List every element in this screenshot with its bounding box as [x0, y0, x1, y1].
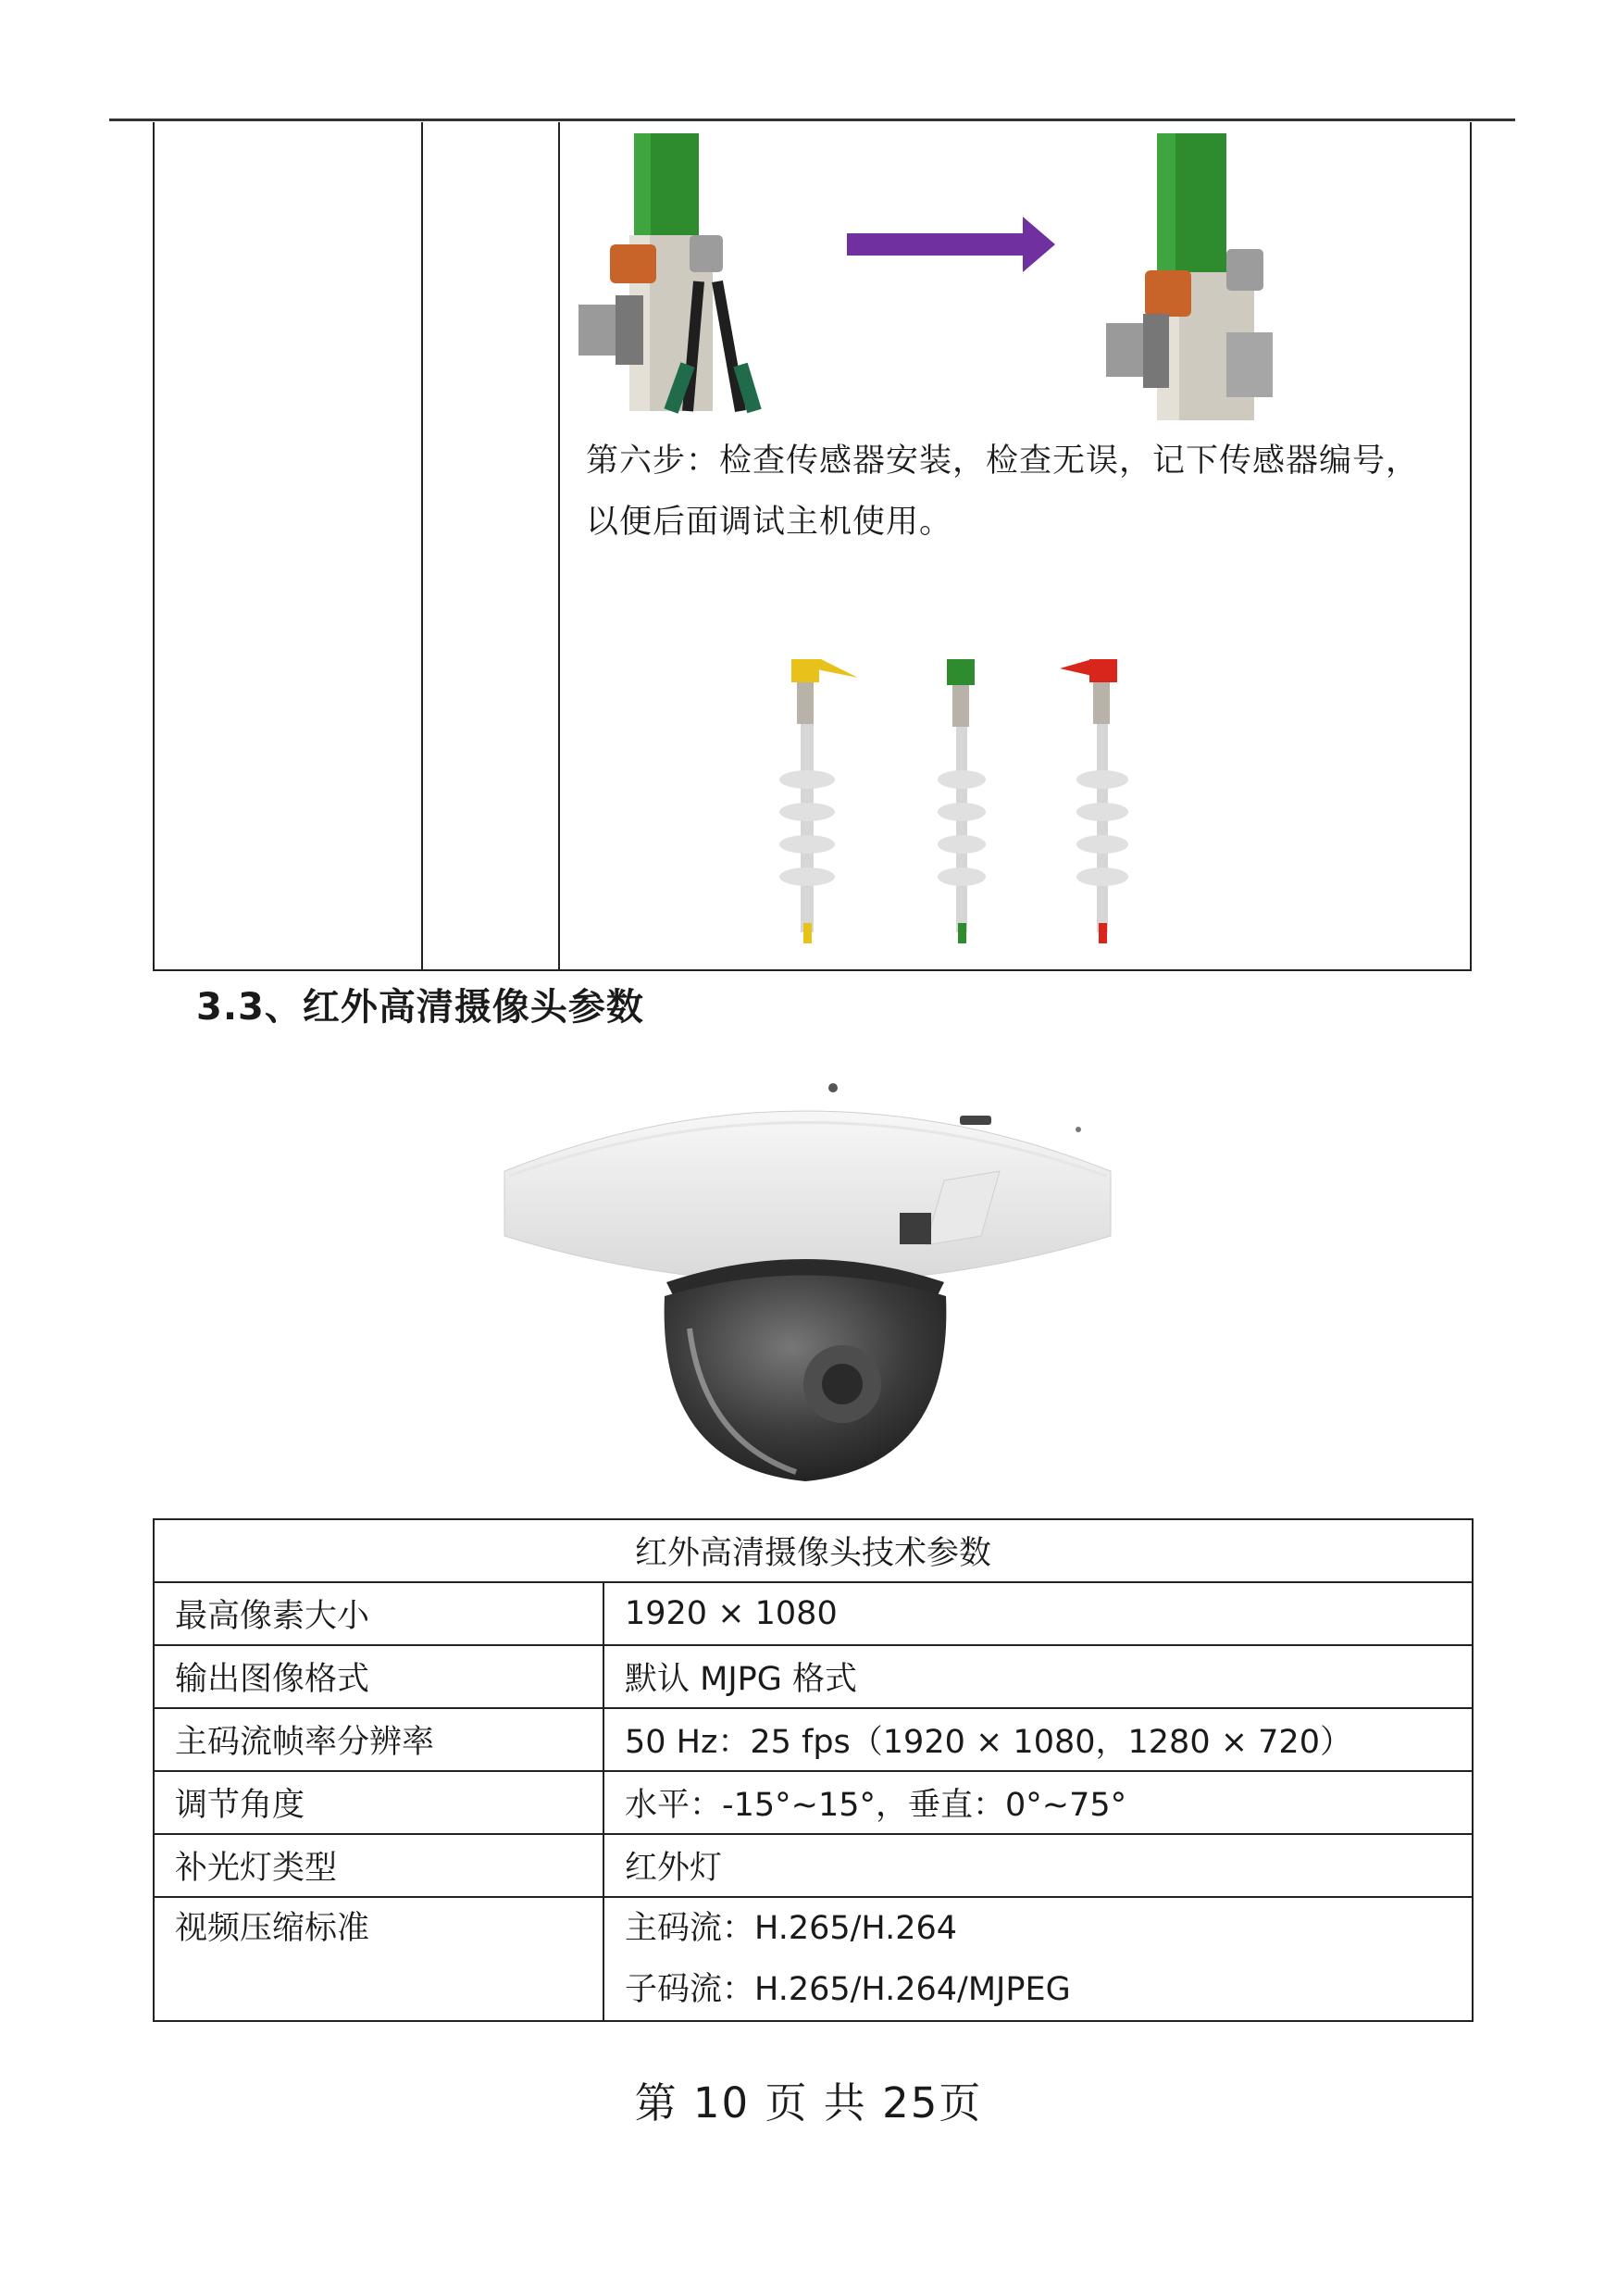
- param-value: 1920 × 1080: [603, 1582, 1473, 1645]
- table-row: [154, 1834, 1473, 1897]
- insulator-sensors-illustration: [773, 650, 1199, 955]
- param-value-line-1: 主码流：H.265/H.264: [625, 1910, 958, 1947]
- table-row: [154, 1897, 1473, 2021]
- insulator-green-figure: [938, 659, 986, 943]
- table-caption: 红外高清摄像头技术参数: [154, 1519, 1473, 1582]
- param-label: 视频压缩标准: [154, 1897, 603, 2021]
- page-number-text: 第 10 页 共 25页: [634, 2078, 983, 2128]
- param-label: 调节角度: [154, 1771, 603, 1834]
- procedure-table-col-3: [560, 122, 1470, 969]
- sensor-with-pliers-figure: [578, 133, 754, 411]
- dome-camera-illustration: [500, 1051, 1120, 1495]
- insulator-red-figure: [1060, 659, 1128, 943]
- table-row: [154, 1771, 1473, 1834]
- step-six-line-1: 第六步：检查传感器安装，检查无误，记下传感器编号，: [586, 443, 1420, 480]
- step-six-text: [586, 430, 1447, 553]
- param-value: 50 Hz：25 fps（1920 × 1080，1280 × 720）: [603, 1708, 1473, 1771]
- step-six-line-2: 以便后面调试主机使用。: [586, 504, 953, 541]
- procedure-table: [153, 122, 1472, 971]
- insulator-yellow-figure: [779, 659, 858, 943]
- table-row: [154, 1645, 1473, 1708]
- table-caption-row: [154, 1519, 1473, 1582]
- header-rule: [109, 119, 1515, 121]
- page-footer: [0, 2069, 1617, 2129]
- table-row: [154, 1708, 1473, 1771]
- param-label: 补光灯类型: [154, 1834, 603, 1897]
- param-value: 默认 MJPG 格式: [603, 1645, 1473, 1708]
- section-title: 3.3、红外高清摄像头参数: [196, 986, 644, 1029]
- param-value-multiline: [603, 1897, 1473, 2021]
- sensor-installed-figure: [1106, 133, 1273, 420]
- table-row: [154, 1582, 1473, 1645]
- param-value-line-2: 子码流：H.265/H.264/MJPEG: [625, 1971, 1071, 2008]
- arrow-right-icon: [847, 217, 1055, 272]
- param-label: 输出图像格式: [154, 1645, 603, 1708]
- param-label: 最高像素大小: [154, 1582, 603, 1645]
- param-label: 主码流帧率分辨率: [154, 1708, 603, 1771]
- procedure-table-col-1: [155, 122, 423, 969]
- param-value: 水平：-15°~15°，垂直：0°~75°: [603, 1771, 1473, 1834]
- sensor-install-illustration: [578, 133, 1467, 420]
- param-value: 红外灯: [603, 1834, 1473, 1897]
- camera-parameter-table: [153, 1518, 1474, 2022]
- procedure-table-col-2: [423, 122, 560, 969]
